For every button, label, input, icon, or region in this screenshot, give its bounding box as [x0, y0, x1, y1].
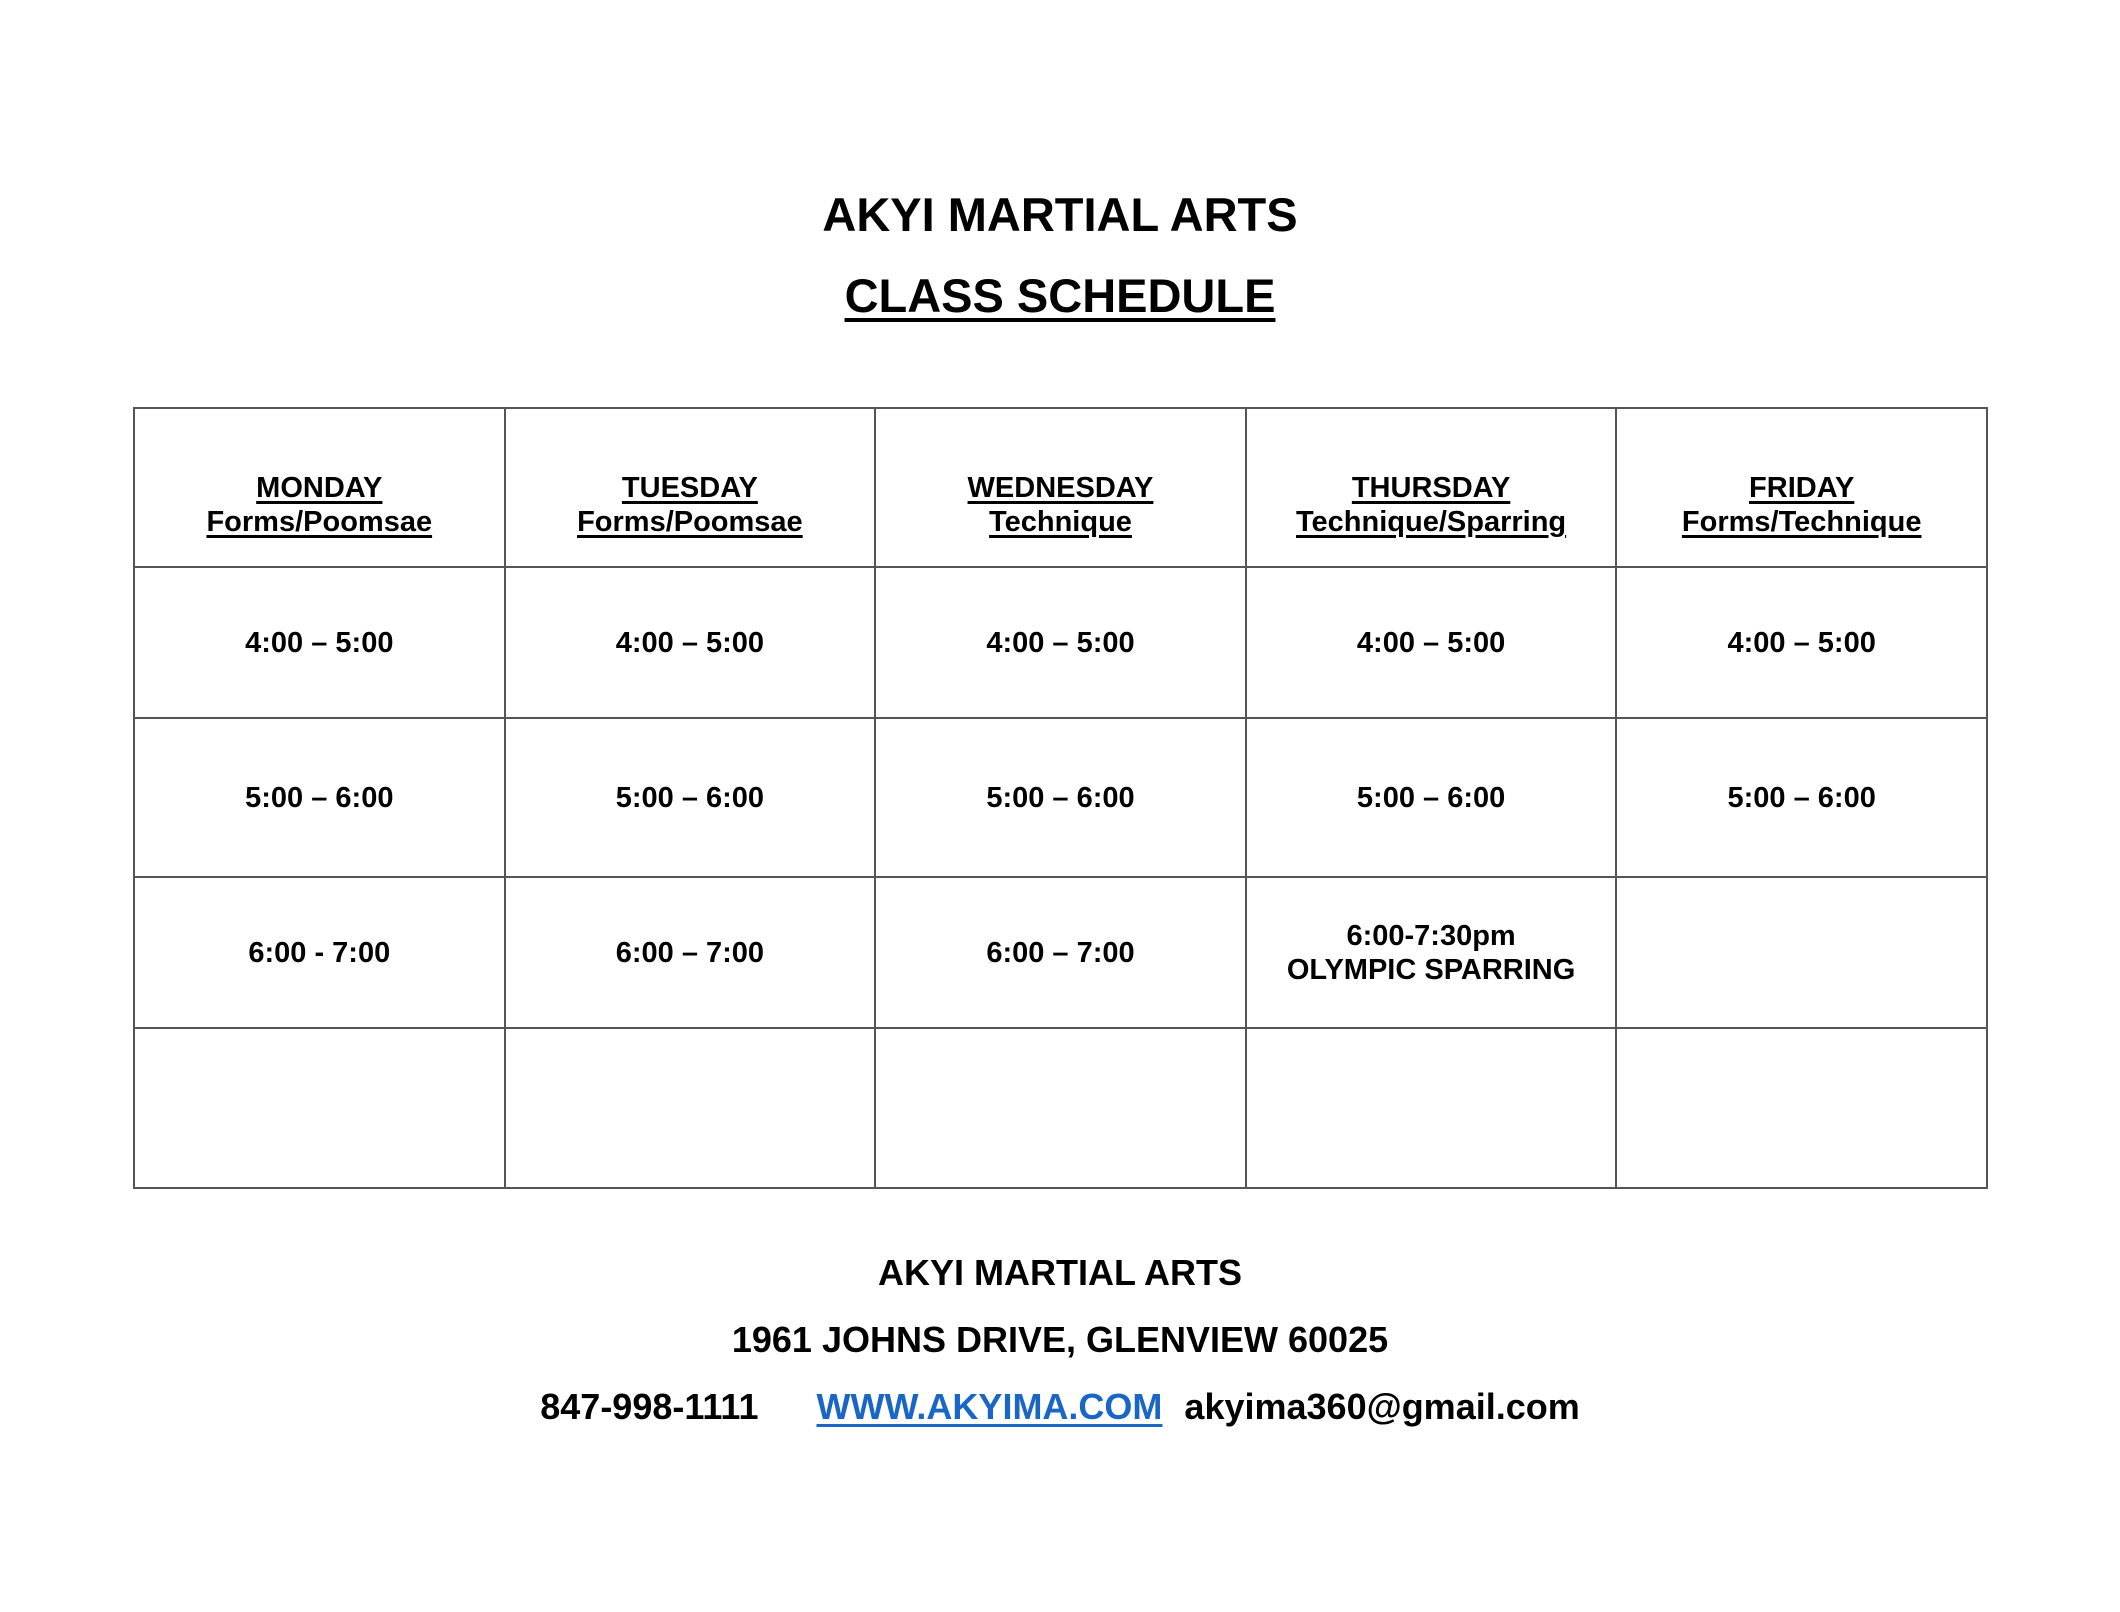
class-time: 4:00 – 5:00: [615, 626, 765, 659]
day-name: TUESDAY: [621, 472, 758, 504]
class-time: 6:00 – 7:00: [615, 936, 765, 969]
day-focus: Technique/Sparring: [1295, 506, 1567, 538]
table-header-row: [134, 408, 1987, 567]
footer-contact: [0, 1386, 2120, 1427]
schedule-cell-empty: [134, 1028, 505, 1188]
class-time: 4:00 – 5:00: [1727, 626, 1876, 659]
class-time: 4:00 – 5:00: [1356, 626, 1506, 659]
footer-phone: 847-998-1111: [540, 1386, 759, 1427]
schedule-cell: [875, 567, 1246, 718]
day-name: MONDAY: [256, 472, 383, 504]
class-label: OLYMPIC SPARRING: [1286, 953, 1576, 986]
class-schedule-table: [133, 407, 1988, 1189]
table-row: [134, 567, 1987, 718]
class-time: 5:00 – 6:00: [1727, 781, 1876, 814]
day-name: WEDNESDAY: [967, 472, 1154, 504]
day-name: FRIDAY: [1749, 472, 1855, 504]
schedule-cell: [505, 718, 876, 877]
class-time: 5:00 – 6:00: [245, 781, 394, 814]
table-row: [134, 1028, 1987, 1188]
schedule-cell: [505, 567, 876, 718]
table-row: [134, 877, 1987, 1028]
class-time: 4:00 – 5:00: [986, 626, 1135, 659]
day-header-thursday: [1246, 408, 1617, 567]
class-time: 5:00 – 6:00: [986, 781, 1135, 814]
footer-address: 1961 JOHNS DRIVE, GLENVIEW 60025: [731, 1319, 1389, 1360]
schedule-cell: [875, 877, 1246, 1028]
class-time: 5:00 – 6:00: [1356, 781, 1506, 814]
class-time: 6:00 - 7:00: [248, 936, 391, 969]
schedule-cell: [134, 567, 505, 718]
page-title: AKYI MARTIAL ARTS: [822, 188, 1298, 241]
page-subtitle: CLASS SCHEDULE: [844, 269, 1276, 322]
schedule-cell: [1616, 567, 1987, 718]
class-time: 4:00 – 5:00: [245, 626, 394, 659]
day-header-friday: [1616, 408, 1987, 567]
schedule-cell-empty: [875, 1028, 1246, 1188]
day-header-tuesday: [505, 408, 876, 567]
schedule-cell: [1246, 718, 1617, 877]
schedule-cell: [875, 718, 1246, 877]
schedule-cell-empty: [1616, 877, 1987, 1028]
day-focus: Technique: [989, 506, 1132, 538]
class-time: 6:00 – 7:00: [986, 936, 1135, 969]
day-focus: Forms/Poomsae: [206, 506, 433, 538]
day-name: THURSDAY: [1351, 472, 1511, 504]
footer-business-name: AKYI MARTIAL ARTS: [878, 1252, 1242, 1293]
day-focus: Forms/Technique: [1681, 506, 1922, 538]
schedule-cell-empty: [1616, 1028, 1987, 1188]
schedule-cell: [1616, 718, 1987, 877]
schedule-cell: [134, 718, 505, 877]
footer-email: akyima360@gmail.com: [1184, 1386, 1580, 1427]
day-header-monday: [134, 408, 505, 567]
schedule-cell: [1246, 877, 1617, 1028]
table-row: [134, 718, 1987, 877]
website-link[interactable]: WWW.AKYIMA.COM: [816, 1386, 1163, 1427]
schedule-cell: [1246, 567, 1617, 718]
class-time: 6:00-7:30pm: [1346, 919, 1516, 952]
schedule-cell: [134, 877, 505, 1028]
day-header-wednesday: [875, 408, 1246, 567]
schedule-cell-empty: [505, 1028, 876, 1188]
schedule-cell-empty: [1246, 1028, 1617, 1188]
class-time: 5:00 – 6:00: [615, 781, 765, 814]
day-focus: Forms/Poomsae: [577, 506, 803, 538]
schedule-cell: [505, 877, 876, 1028]
